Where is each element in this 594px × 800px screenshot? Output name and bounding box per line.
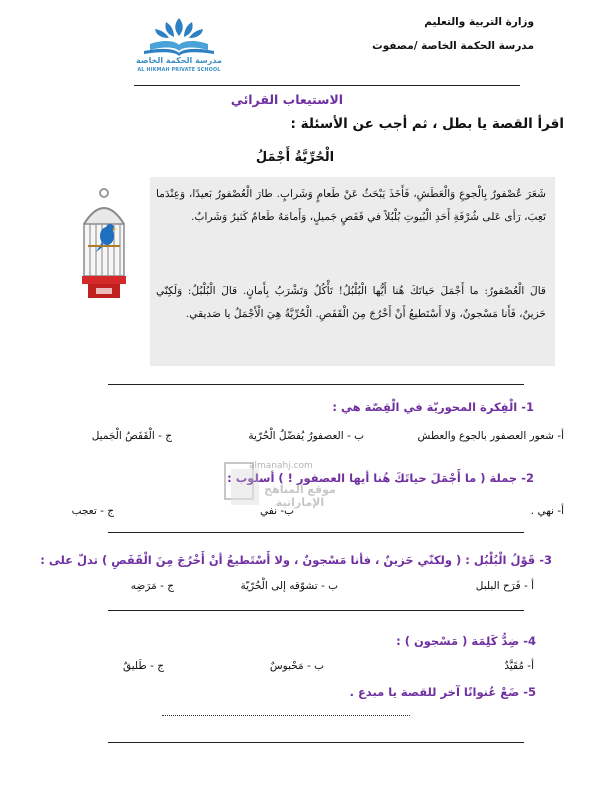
- watermark: [205, 459, 345, 529]
- section-title-text: الاستيعاب القرائي: [230, 92, 344, 107]
- q4-option-a[interactable]: أ- مُقَيَّدٌ: [504, 660, 534, 672]
- q4-option-c[interactable]: ج - طَليقٌ: [122, 660, 164, 672]
- q3-option-b[interactable]: ب - تشوّقه إلى الْحُرّيّة: [240, 580, 338, 592]
- watermark-text: موقع المناهج الإماراتية: [264, 483, 336, 509]
- q1-option-c[interactable]: ج - الْقَفَصُ الْجَميل: [91, 430, 172, 442]
- question-2: 2- جملة ( ما أَجْمَلَ حياتَكَ هُنا أيها العصفور ! ) أسلوب :: [227, 471, 534, 485]
- q2-option-b[interactable]: ب- نفي: [260, 505, 294, 517]
- q3-option-c[interactable]: ج - مَرَضِه: [130, 580, 174, 592]
- question-3: 3- قَوْلُ الْبُلْبُل : ( ولكنّي حَزينٌ ، فأنا مَسْجونٌ ، ولا أَسْتَطيعُ أنْ أَخْرُجَ مِنَ الْقَفَصِ ) تدلّ على :: [40, 553, 552, 567]
- watermark-url: almanahj.com: [249, 461, 313, 471]
- header-divider: [134, 85, 520, 86]
- question-5: 5- ضَعْ عُنوانًا آخر للقصة يا مبدع .: [349, 685, 536, 699]
- answer-line[interactable]: [162, 715, 410, 716]
- story-title: [0, 150, 594, 165]
- q1-option-a[interactable]: أ- شعور العصفور بالجوع والعطش: [417, 430, 564, 442]
- q1-option-b[interactable]: ب - العصفورُ يُفضّلُ الْحُرّية: [248, 430, 364, 442]
- story-paragraph-2: قالَ الْعُصْفورُ: ما أَجْمَلَ حَياتَكَ هُنا أَيُّها الْبُلْبُلُ! تَأْكُلُ وَتَشْرَبُ بِأَمانٍ. قالَ الْبُلْبُلُ: وَلَكِنّي حَزينٌ، فَأَنا مَسْجونٌ، وَلا أَسْتَطيعُ أَنْ أَخْرُجَ مِنَ الْقَفَصِ. الْحُرِّيَّةُ هِيَ الْأَجْمَلُ يا صَديقي.: [156, 285, 546, 320]
- story-divider: [108, 384, 524, 385]
- question-4: 4- ضِدُّ كَلِمَة ( مَسْجون ) :: [396, 634, 536, 648]
- logo-text-english: AL HIKMAH PRIVATE SCHOOL: [137, 68, 221, 73]
- question-1: 1- الْفِكرة المحوريّة في الْقِصّة هي :: [332, 400, 534, 414]
- q3-option-a[interactable]: أ - فَرَح البلبل: [475, 580, 534, 592]
- story-paragraph-1: شَعَرَ عُصْفورٌ بِالْجوعِ وَالْعَطَشِ، فَأَخَذَ يَبْحَثُ عَنْ طَعامٍ وَشَرابٍ. طارَ الْعُصْفورُ بَعيدًا، وَعِنْدَما تَعِبَ، رَأى عَلى شُرْفَةِ أَحَدِ الْبُيوتِ بُلْبُلاً في قَفَصٍ جَميلٍ، وَأَمامَهُ طَعامٌ كَثيرٌ وَشَرابٌ.: [156, 188, 546, 223]
- q3-divider: [108, 610, 524, 611]
- story-title-text: الْحُرِّيَّةُ أَجْمَلُ: [255, 150, 335, 165]
- birdcage-illustration: [74, 186, 134, 306]
- section-title: [0, 92, 594, 107]
- ministry-name: وزارة التربية والتعليم: [424, 16, 534, 28]
- q2-option-a[interactable]: أ- نهي .: [530, 505, 564, 517]
- q4-option-b[interactable]: ب - مَحْبوسٌ: [269, 660, 324, 672]
- logo-text-arabic: مدرسة الحكمة الخاصة: [136, 56, 222, 65]
- q2-option-c[interactable]: ج - تعجب: [71, 505, 114, 517]
- school-name: مدرسة الحكمة الخاصة /مصفوت: [372, 40, 534, 52]
- bottom-divider: [108, 742, 524, 743]
- q2-divider: [108, 532, 524, 533]
- instruction-text: اقرأ القصة يا بطل ، ثم أجب عن الأسئلة :: [290, 116, 564, 132]
